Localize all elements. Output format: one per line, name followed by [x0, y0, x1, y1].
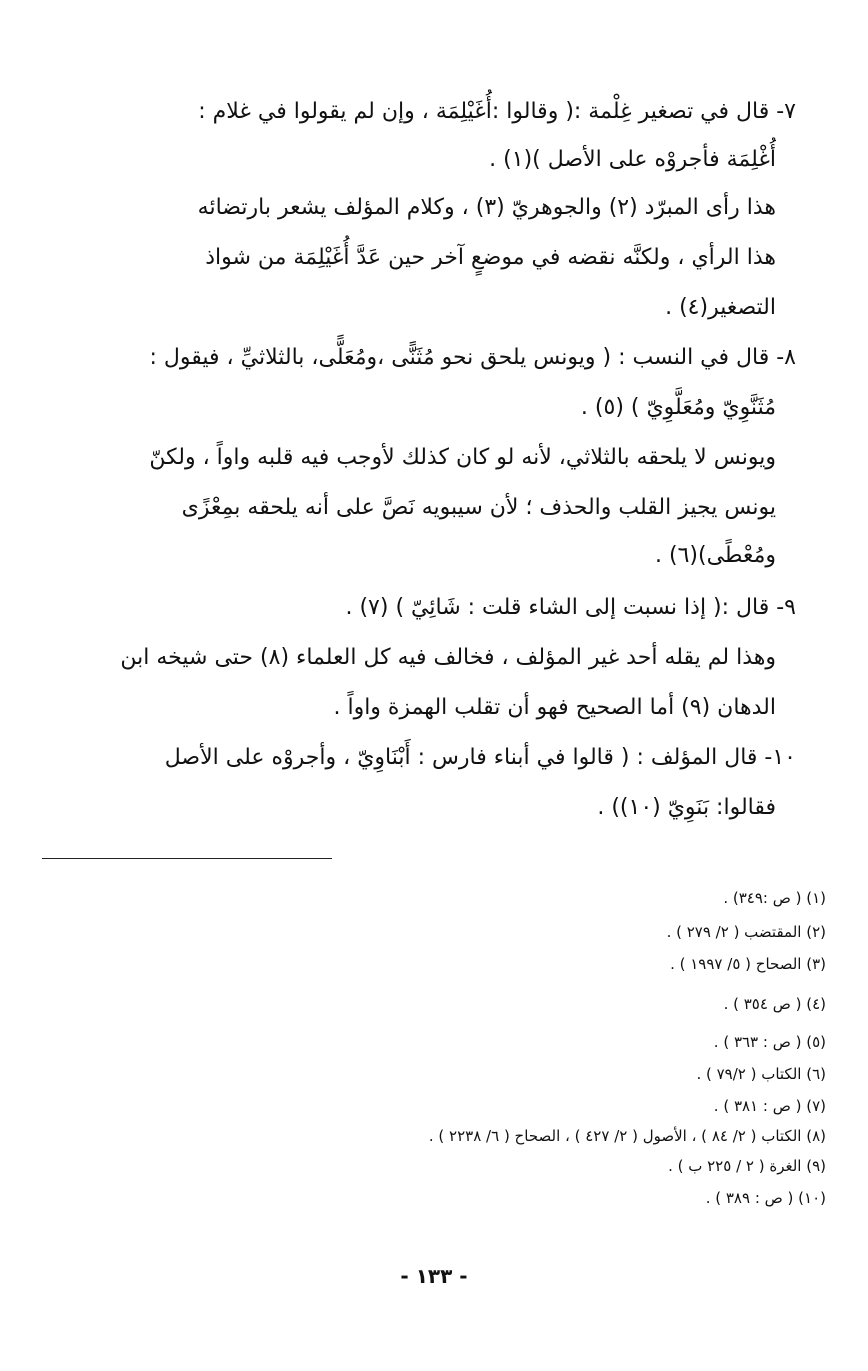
body-line: أُغْلِمَة فأجروْه على الأصل )(١) . [489, 147, 776, 172]
body-line-8-heading: ٨- قال في النسب : ( ويونس يلحق نحو مُثَنًّى ،ومُعَلًّى، بالثلاثيِّ ، فيقول : [149, 345, 796, 370]
footnote-8: (٨) الكتاب ( ٢/ ٨٤ ) ، الأصول ( ٢/ ٤٢٧ ) ، الصحاح ( ٦/ ٢٢٣٨ ) . [428, 1127, 826, 1145]
footnote-separator [42, 858, 332, 859]
footnote-9: (٩) الغرة ( ٢ / ٢٢٥ ب ) . [668, 1157, 826, 1175]
body-line: الدهان (٩) أما الصحيح فهو أن تقلب الهمزة واواً . [333, 695, 776, 720]
body-line: يونس يجيز القلب والحذف ؛ لأن سيبويه نَصَّ على أنه يلحقه بمِعْزًى [181, 495, 776, 520]
body-line: هذا الرأي ، ولكنَّه نقضه في موضعٍ آخر حين عَدَّ أُغَيْلِمَة من شواذ [205, 245, 776, 270]
footnote-6: (٦) الكتاب ( ٧٩/٢ ) . [696, 1065, 826, 1083]
footnote-1: (١) ( ص :٣٤٩) . [723, 889, 826, 907]
footnote-10: (١٠) ( ص : ٣٨٩ ) . [705, 1189, 826, 1207]
footnote-2: (٢) المقتضب ( ٢/ ٢٧٩ ) . [666, 923, 826, 941]
body-line-10-heading: ١٠- قال المؤلف : ( قالوا في أبناء فارس : أَبْنَاوِيّ ، وأجروْه على الأصل [164, 745, 796, 770]
body-line: ومُعْطًى)(٦) . [655, 543, 776, 568]
body-line: فقالوا: بَنَوِيّ (١٠)) . [597, 795, 776, 820]
body-line-9-heading: ٩- قال :( إذا نسبت إلى الشاء قلت : شَائِيّ ) (٧) . [345, 595, 796, 620]
body-line: هذا رأى المبرّد (٢) والجوهريّ (٣) ، وكلام المؤلف يشعر بارتضائه [197, 195, 776, 220]
body-line-7-heading: ٧- قال في تصغير غِلْمة :( وقالوا :أُغَيْلِمَة ، وإن لم يقولوا في غلام : [198, 99, 796, 124]
body-line: مُثَنَّوِيّ ومُعَلَّوِيّ ) (٥) . [580, 395, 776, 420]
page-number: - ١٣٣ - [400, 1264, 468, 1288]
body-line: ويونس لا يلحقه بالثلاثي، لأنه لو كان كذلك لأوجب فيه قلبه واواً ، ولكنّ [149, 445, 776, 470]
body-line: وهذا لم يقله أحد غير المؤلف ، فخالف فيه كل العلماء (٨) حتى شيخه ابن [120, 645, 776, 670]
footnote-3: (٣) الصحاح ( ٥/ ١٩٩٧ ) . [670, 955, 826, 973]
body-line: التصغير(٤) . [665, 295, 776, 320]
footnote-4: (٤) ( ص ٣٥٤ ) . [723, 995, 826, 1013]
footnote-5: (٥) ( ص : ٣٦٣ ) . [713, 1033, 826, 1051]
footnote-7: (٧) ( ص : ٣٨١ ) . [713, 1097, 826, 1115]
